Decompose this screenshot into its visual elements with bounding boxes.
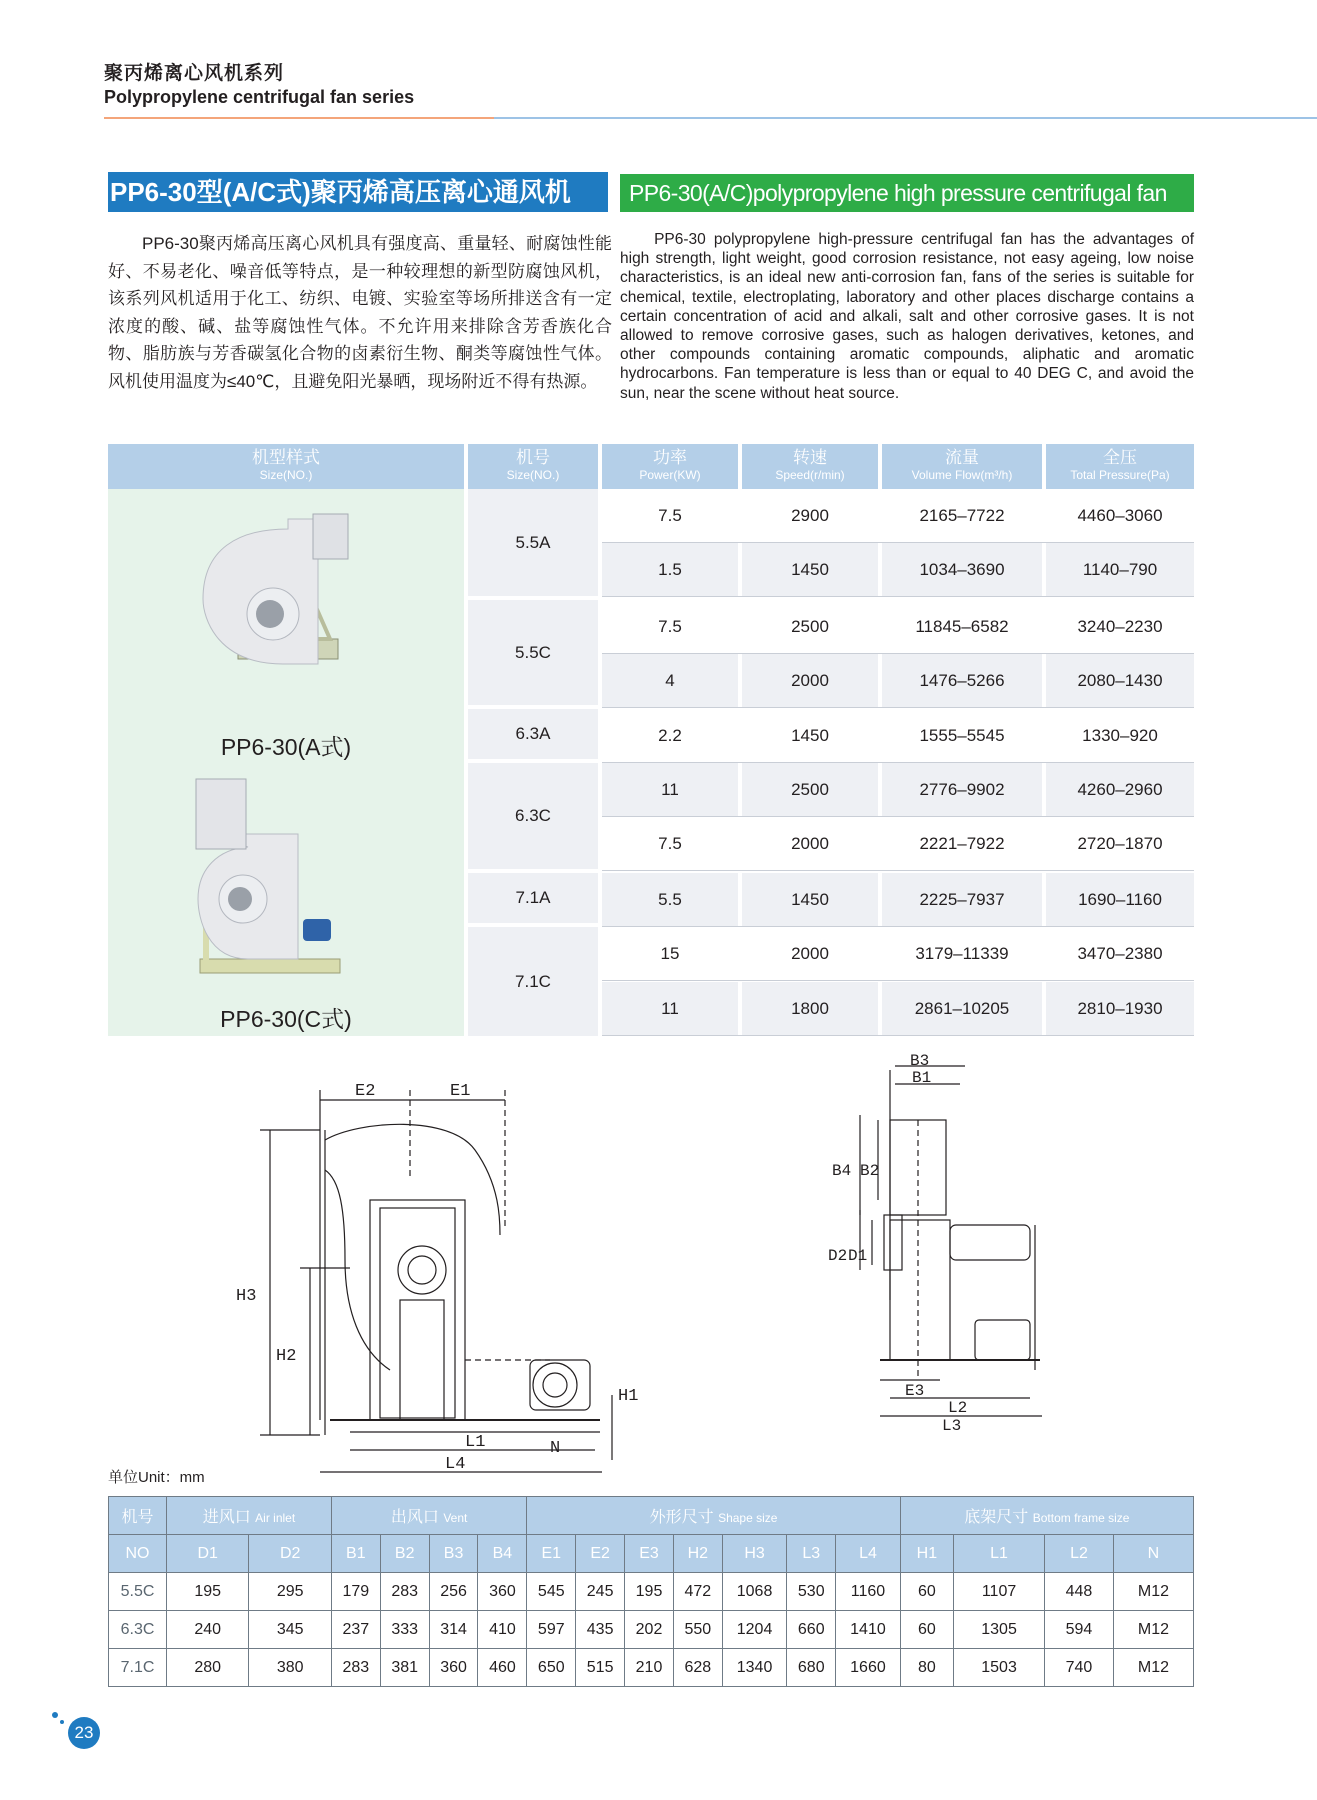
dim-cell: 314 — [429, 1611, 478, 1649]
spec-cell-power: 7.5 — [658, 617, 682, 636]
spec-row — [602, 927, 1194, 981]
dim-col-header: D1 — [167, 1535, 249, 1573]
dim-cell: 80 — [900, 1649, 953, 1687]
dim-cell: 1305 — [954, 1611, 1045, 1649]
spec-header-size: 机号 Size(NO.) — [468, 444, 598, 489]
spec-col-gap — [738, 763, 742, 817]
dim-cell: 1340 — [722, 1649, 787, 1687]
fan-c-illustration — [196, 779, 340, 973]
spec-row — [602, 873, 1194, 927]
dim-cell: 472 — [673, 1573, 722, 1611]
spec-cell-pressure: 2810–1930 — [1077, 999, 1163, 1018]
spec-cell-speed: 2000 — [791, 671, 829, 690]
spec-col-gap — [878, 654, 882, 708]
product-title-cn: PP6-30型(A/C式)聚丙烯高压离心通风机 — [108, 172, 608, 212]
dim-cell: 1204 — [722, 1611, 787, 1649]
dim-cell: 515 — [576, 1649, 625, 1687]
dim-cell: 628 — [673, 1649, 722, 1687]
spec-col-gap — [1042, 709, 1046, 763]
dim-group-inlet: 进风口 Air inlet — [167, 1497, 332, 1535]
dim-col-header: H1 — [900, 1535, 953, 1573]
spec-header-pressure: 全压 Total Pressure(Pa) — [1046, 444, 1194, 489]
dim-cell: 594 — [1045, 1611, 1114, 1649]
decor-dot — [52, 1712, 58, 1718]
spec-cell-pressure: 1140–790 — [1082, 560, 1158, 579]
dim-cell: 345 — [249, 1611, 331, 1649]
spec-row-divider — [602, 980, 1194, 981]
dim-cell: 740 — [1045, 1649, 1114, 1687]
spec-cell-power: 15 — [660, 944, 680, 963]
dim-cell: 283 — [331, 1649, 380, 1687]
dim-cell: 410 — [478, 1611, 527, 1649]
spec-cell-speed: 2000 — [791, 944, 829, 963]
fan-a-illustration — [203, 514, 348, 664]
spec-cell-power: 7.5 — [658, 834, 682, 853]
label-l1: L1 — [465, 1433, 486, 1452]
spec-cell-speed: 2500 — [791, 617, 829, 636]
spec-col-gap — [878, 927, 882, 981]
dim-cell: 448 — [1045, 1573, 1114, 1611]
dimension-table — [108, 1496, 1194, 1687]
label-e2: E2 — [355, 1082, 376, 1101]
size-cell: 7.1C — [468, 927, 598, 1036]
dim-cell: 60 — [900, 1611, 953, 1649]
fan-label-a: PP6-30(A式) — [220, 734, 352, 760]
product-title-en: PP6-30(A/C)polypropylene high pressure centrifugal fan — [620, 174, 1194, 212]
dim-cell: 680 — [787, 1649, 836, 1687]
label-h1: H1 — [618, 1387, 639, 1406]
dim-cell: 5.5C — [109, 1573, 167, 1611]
spec-table — [108, 444, 1194, 1036]
label-b4: B4 — [832, 1162, 852, 1180]
dim-cell: 237 — [331, 1611, 380, 1649]
header-divider-right — [494, 117, 1317, 119]
size-cell: 6.3C — [468, 763, 598, 869]
dim-cell: 550 — [673, 1611, 722, 1649]
spec-cell-flow: 11845–6582 — [915, 617, 1009, 636]
spec-cell-flow: 2221–7922 — [919, 834, 1005, 853]
spec-col-gap — [738, 654, 742, 708]
spec-col-gap — [878, 763, 882, 817]
unit-note: 单位Unit：mm — [108, 1469, 205, 1486]
fan-a-image — [108, 489, 464, 1036]
dim-cell: 545 — [527, 1573, 576, 1611]
spec-row — [602, 763, 1194, 817]
description-en: PP6-30 polypropylene high-pressure centrifugal fan has the advantages of high strength, light weight, good corrosion resistance, not easy ageing, low noise characteristics, is an ideal new anti-corrosion fan, fans of the series is suitable for chemical, textile, electroplating, laboratory and other places discharge contains a certain concentration of acid and alkali, salt and other corrosive gases. It is not allowed to remove corrosive gases, such as halogen derivatives, ketones, and other compounds containing aromatic compounds, aliphatic and aromatic hydrocarbons. Fan temperature is less than or equal to 40 DEG C, and avoid the sun, near the scene without heat source. — [620, 231, 1194, 402]
fan-image-column — [108, 489, 464, 1036]
size-cell: 6.3A — [468, 709, 598, 759]
spec-row — [602, 600, 1194, 654]
spec-cell-pressure: 1330–920 — [1082, 726, 1158, 745]
spec-cell-flow: 2165–7722 — [919, 506, 1005, 525]
dim-cell: 195 — [625, 1573, 674, 1611]
series-title-cn: 聚丙烯离心风机系列 — [104, 63, 285, 84]
dim-col-header: B2 — [380, 1535, 429, 1573]
spec-col-gap — [1042, 654, 1046, 708]
dim-col-header: L4 — [836, 1535, 901, 1573]
dim-cell: M12 — [1113, 1573, 1193, 1611]
dim-cell: 210 — [625, 1649, 674, 1687]
dim-row — [109, 1573, 1194, 1611]
spec-cell-power: 1.5 — [658, 560, 682, 579]
spec-row — [602, 709, 1194, 763]
spec-cell-speed: 2900 — [791, 506, 829, 525]
spec-cell-flow: 1034–3690 — [919, 560, 1005, 579]
spec-row — [602, 654, 1194, 708]
side-view-labels — [236, 1082, 638, 1474]
spec-cell-speed: 1450 — [791, 890, 829, 909]
dim-row — [109, 1611, 1194, 1649]
dim-cell: 1160 — [836, 1573, 901, 1611]
label-l4: L4 — [445, 1455, 466, 1474]
dim-cell: M12 — [1113, 1649, 1193, 1687]
spec-cell-power: 5.5 — [658, 890, 682, 909]
spec-col-gap — [1042, 763, 1046, 817]
spec-cell-power: 7.5 — [658, 506, 682, 525]
dim-cell: 650 — [527, 1649, 576, 1687]
spec-cell-pressure: 4460–3060 — [1077, 506, 1163, 525]
spec-cell-pressure: 4260–2960 — [1077, 780, 1163, 799]
spec-col-gap — [1042, 927, 1046, 981]
dim-cell: 1503 — [954, 1649, 1045, 1687]
dim-cell: 360 — [429, 1649, 478, 1687]
dim-cell: 1107 — [954, 1573, 1045, 1611]
spec-cell-flow: 2776–9902 — [919, 780, 1005, 799]
spec-header-speed: 转速 Speed(r/min) — [742, 444, 878, 489]
dim-cell: 333 — [380, 1611, 429, 1649]
dim-col-header: D2 — [249, 1535, 331, 1573]
dim-cell: 283 — [380, 1573, 429, 1611]
spec-header-flow: 流量 Volume Flow(m³/h) — [882, 444, 1042, 489]
dim-group-no: 机号 — [109, 1497, 167, 1535]
dim-cell: 202 — [625, 1611, 674, 1649]
dim-col-header: B4 — [478, 1535, 527, 1573]
spec-col-gap — [878, 817, 882, 871]
label-b2: B2 — [860, 1162, 880, 1180]
spec-row — [602, 489, 1194, 543]
dim-group-frame: 底架尺寸 Bottom frame size — [900, 1497, 1193, 1535]
dim-col-header: E3 — [625, 1535, 674, 1573]
size-cell: 5.5C — [468, 600, 598, 705]
dim-cell: 597 — [527, 1611, 576, 1649]
page-header — [104, 58, 414, 108]
spec-cell-power: 11 — [661, 999, 679, 1018]
spec-row-divider — [602, 596, 1194, 597]
dim-col-header: B3 — [429, 1535, 478, 1573]
label-l2: L2 — [948, 1399, 968, 1417]
side-view-drawing — [260, 1090, 612, 1472]
spec-cell-flow: 3179–11339 — [915, 944, 1009, 963]
spec-row — [602, 817, 1194, 871]
fan-label-c: PP6-30(C式) — [220, 1006, 352, 1032]
description-cn: PP6-30聚丙烯高压离心风机具有强度高、重量轻、耐腐蚀性能好、不易老化、噪音低等特点，是一种较理想的新型防腐蚀风机，该系列风机适用于化工、纺织、电镀、实验室等场所排送含有一定浓度的酸、碱、盐等腐蚀性气体。不允许用来排除含芳香族化合物、脂肪族与芳香碳氢化合物的卤素衍生物、酮类等腐蚀性气体。风机使用温度为≤40℃，且避免阳光暴晒，现场附近不得有热源。 — [108, 234, 612, 391]
dim-col-header: E1 — [527, 1535, 576, 1573]
spec-cell-flow: 1476–5266 — [919, 671, 1005, 690]
label-h2: H2 — [276, 1347, 297, 1366]
page-number: 23 — [68, 1717, 100, 1749]
dim-cell: 381 — [380, 1649, 429, 1687]
dim-cell: 245 — [576, 1573, 625, 1611]
spec-cell-speed: 1450 — [791, 560, 829, 579]
spec-row-divider — [602, 707, 1194, 708]
spec-col-gap — [738, 709, 742, 763]
dim-cell: 1660 — [836, 1649, 901, 1687]
spec-cell-speed: 2000 — [791, 834, 829, 853]
front-view-labels — [828, 1052, 967, 1435]
spec-col-gap — [738, 600, 742, 654]
dim-cell: 1068 — [722, 1573, 787, 1611]
label-b1: B1 — [912, 1069, 932, 1087]
spec-cell-speed: 2500 — [791, 780, 829, 799]
dim-cell: M12 — [1113, 1611, 1193, 1649]
header-divider-left — [104, 117, 494, 119]
label-e3: E3 — [905, 1382, 925, 1400]
label-n: N — [550, 1439, 561, 1458]
spec-cell-speed: 1800 — [791, 999, 829, 1018]
dim-cell: 195 — [167, 1573, 249, 1611]
label-h3: H3 — [236, 1287, 257, 1306]
spec-col-gap — [1042, 543, 1046, 597]
spec-row-divider — [602, 1035, 1194, 1036]
label-l3: L3 — [942, 1417, 962, 1435]
dim-cell: 240 — [167, 1611, 249, 1649]
front-view-drawing — [860, 1066, 1042, 1416]
spec-cell-power: 2.2 — [658, 726, 682, 745]
dim-cell: 280 — [167, 1649, 249, 1687]
size-cell: 7.1A — [468, 873, 598, 923]
dim-cell: 530 — [787, 1573, 836, 1611]
spec-cell-power: 4 — [665, 671, 675, 690]
spec-cell-pressure: 3470–2380 — [1077, 944, 1163, 963]
spec-col-gap — [738, 543, 742, 597]
dim-cell: 7.1C — [109, 1649, 167, 1687]
dim-cell: 6.3C — [109, 1611, 167, 1649]
spec-row — [602, 982, 1194, 1036]
label-d1: D1 — [848, 1247, 868, 1265]
dim-cell: 435 — [576, 1611, 625, 1649]
dim-cell: 380 — [249, 1649, 331, 1687]
spec-col-gap — [1042, 873, 1046, 927]
dim-cell: 460 — [478, 1649, 527, 1687]
dim-col-header: L2 — [1045, 1535, 1114, 1573]
dim-col-header: E2 — [576, 1535, 625, 1573]
dim-cell: 179 — [331, 1573, 380, 1611]
spec-col-gap — [878, 873, 882, 927]
spec-col-gap — [878, 489, 882, 543]
spec-cell-pressure: 2080–1430 — [1077, 671, 1163, 690]
spec-cell-flow: 2861–10205 — [914, 999, 1010, 1018]
spec-row — [602, 543, 1194, 597]
dim-col-header: B1 — [331, 1535, 380, 1573]
dim-group-vent: 出风口 Vent — [331, 1497, 526, 1535]
dim-col-header: NO — [109, 1535, 167, 1573]
label-b3: B3 — [910, 1052, 930, 1070]
spec-cell-speed: 1450 — [791, 726, 829, 745]
dim-cell: 1410 — [836, 1611, 901, 1649]
dim-col-header: L1 — [954, 1535, 1045, 1573]
spec-cell-pressure: 2720–1870 — [1077, 834, 1163, 853]
spec-header-model: 机型样式 Size(NO.) — [108, 444, 464, 489]
dim-col-header: H3 — [722, 1535, 787, 1573]
spec-col-gap — [738, 982, 742, 1036]
spec-col-gap — [878, 982, 882, 1036]
spec-col-gap — [738, 873, 742, 927]
dimension-drawings — [230, 1052, 1090, 1474]
spec-col-gap — [878, 543, 882, 597]
dim-cell: 295 — [249, 1573, 331, 1611]
label-e1: E1 — [450, 1082, 471, 1101]
spec-cell-flow: 2225–7937 — [919, 890, 1005, 909]
dim-cell: 256 — [429, 1573, 478, 1611]
label-d2: D2 — [828, 1247, 848, 1265]
dim-cell: 660 — [787, 1611, 836, 1649]
series-title-en: Polypropylene centrifugal fan series — [104, 87, 415, 107]
dim-cell: 360 — [478, 1573, 527, 1611]
spec-cell-pressure: 3240–2230 — [1077, 617, 1163, 636]
spec-col-gap — [878, 600, 882, 654]
dim-col-header: N — [1113, 1535, 1193, 1573]
spec-col-gap — [1042, 600, 1046, 654]
spec-row-divider — [602, 870, 1194, 871]
dim-row — [109, 1649, 1194, 1687]
dim-col-header: L3 — [787, 1535, 836, 1573]
dim-col-header: H2 — [673, 1535, 722, 1573]
spec-cell-pressure: 1690–1160 — [1078, 890, 1162, 909]
spec-col-gap — [1042, 982, 1046, 1036]
dim-cell: 60 — [900, 1573, 953, 1611]
dim-group-shape: 外形尺寸 Shape size — [527, 1497, 900, 1535]
spec-col-gap — [738, 817, 742, 871]
spec-col-gap — [1042, 817, 1046, 871]
spec-cell-power: 11 — [661, 780, 679, 799]
spec-col-gap — [738, 489, 742, 543]
spec-cell-flow: 1555–5545 — [919, 726, 1005, 745]
spec-col-gap — [1042, 489, 1046, 543]
spec-header-power: 功率 Power(KW) — [602, 444, 738, 489]
spec-col-gap — [738, 927, 742, 981]
size-cell: 5.5A — [468, 489, 598, 596]
decor-dot — [60, 1720, 64, 1724]
spec-col-gap — [878, 709, 882, 763]
